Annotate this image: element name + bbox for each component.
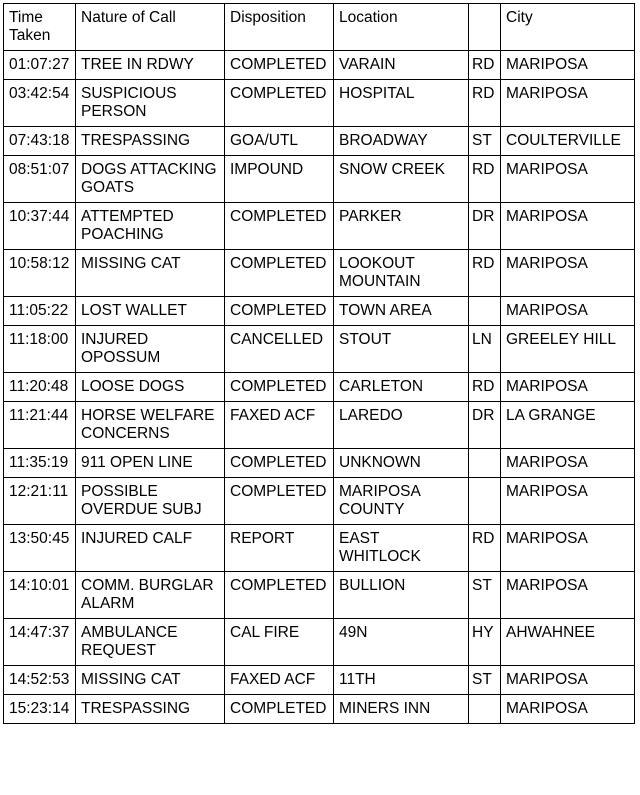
cell-disposition: FAXED ACF bbox=[225, 402, 334, 449]
cell-suffix: DR bbox=[469, 203, 501, 250]
cell-nature: LOOSE DOGS bbox=[76, 373, 225, 402]
cell-suffix bbox=[469, 478, 501, 525]
cell-disposition: COMPLETED bbox=[225, 449, 334, 478]
cell-city: MARIPOSA bbox=[501, 203, 635, 250]
cell-location: MARIPOSA COUNTY bbox=[334, 478, 469, 525]
cell-suffix: RD bbox=[469, 156, 501, 203]
cell-disposition: COMPLETED bbox=[225, 572, 334, 619]
cell-disposition: COMPLETED bbox=[225, 250, 334, 297]
cell-time: 14:47:37 bbox=[4, 619, 76, 666]
cell-time: 10:37:44 bbox=[4, 203, 76, 250]
header-suffix bbox=[469, 4, 501, 51]
cell-disposition: COMPLETED bbox=[225, 373, 334, 402]
cell-disposition: COMPLETED bbox=[225, 478, 334, 525]
cell-suffix: LN bbox=[469, 326, 501, 373]
cell-disposition: CANCELLED bbox=[225, 326, 334, 373]
cell-time: 11:35:19 bbox=[4, 449, 76, 478]
cell-city: MARIPOSA bbox=[501, 572, 635, 619]
table-row bbox=[4, 297, 635, 326]
cell-city: MARIPOSA bbox=[501, 373, 635, 402]
table-row bbox=[4, 51, 635, 80]
cell-disposition: COMPLETED bbox=[225, 51, 334, 80]
cell-nature: TRESPASSING bbox=[76, 695, 225, 724]
table-row bbox=[4, 80, 635, 127]
cell-suffix: ST bbox=[469, 572, 501, 619]
cell-nature: AMBULANCE REQUEST bbox=[76, 619, 225, 666]
cell-suffix bbox=[469, 449, 501, 478]
cell-disposition: CAL FIRE bbox=[225, 619, 334, 666]
cell-location: LAREDO bbox=[334, 402, 469, 449]
cell-city: MARIPOSA bbox=[501, 478, 635, 525]
cell-time: 08:51:07 bbox=[4, 156, 76, 203]
cell-time: 11:05:22 bbox=[4, 297, 76, 326]
cell-disposition: IMPOUND bbox=[225, 156, 334, 203]
cell-time: 11:18:00 bbox=[4, 326, 76, 373]
cell-city: COULTERVILLE bbox=[501, 127, 635, 156]
cell-city: MARIPOSA bbox=[501, 80, 635, 127]
cell-location: UNKNOWN bbox=[334, 449, 469, 478]
cell-time: 14:10:01 bbox=[4, 572, 76, 619]
cell-nature: LOST WALLET bbox=[76, 297, 225, 326]
header-city: City bbox=[501, 4, 635, 51]
cell-location: 11TH bbox=[334, 666, 469, 695]
cell-time: 11:21:44 bbox=[4, 402, 76, 449]
table-row bbox=[4, 695, 635, 724]
cell-city: LA GRANGE bbox=[501, 402, 635, 449]
cell-suffix: RD bbox=[469, 80, 501, 127]
cell-nature: TREE IN RDWY bbox=[76, 51, 225, 80]
cell-suffix: ST bbox=[469, 666, 501, 695]
cell-nature: INJURED CALF bbox=[76, 525, 225, 572]
cell-nature: 911 OPEN LINE bbox=[76, 449, 225, 478]
cell-suffix bbox=[469, 695, 501, 724]
cell-suffix: HY bbox=[469, 619, 501, 666]
cell-suffix: RD bbox=[469, 373, 501, 402]
cell-time: 10:58:12 bbox=[4, 250, 76, 297]
cell-location: EAST WHITLOCK bbox=[334, 525, 469, 572]
cell-location: 49N bbox=[334, 619, 469, 666]
cell-time: 07:43:18 bbox=[4, 127, 76, 156]
cell-location: BROADWAY bbox=[334, 127, 469, 156]
cell-disposition: GOA/UTL bbox=[225, 127, 334, 156]
cell-location: SNOW CREEK bbox=[334, 156, 469, 203]
table-row bbox=[4, 449, 635, 478]
cell-nature: ATTEMPTED POACHING bbox=[76, 203, 225, 250]
cell-city: MARIPOSA bbox=[501, 449, 635, 478]
cell-location: MINERS INN bbox=[334, 695, 469, 724]
cell-city: MARIPOSA bbox=[501, 525, 635, 572]
table-row bbox=[4, 572, 635, 619]
cell-location: HOSPITAL bbox=[334, 80, 469, 127]
header-time: Time Taken bbox=[4, 4, 76, 51]
cell-time: 12:21:11 bbox=[4, 478, 76, 525]
cell-disposition: COMPLETED bbox=[225, 203, 334, 250]
header-row bbox=[4, 4, 635, 51]
cell-suffix: RD bbox=[469, 525, 501, 572]
cell-time: 01:07:27 bbox=[4, 51, 76, 80]
cell-nature: HORSE WELFARE CONCERNS bbox=[76, 402, 225, 449]
cell-time: 11:20:48 bbox=[4, 373, 76, 402]
table-row bbox=[4, 156, 635, 203]
cell-location: CARLETON bbox=[334, 373, 469, 402]
cell-nature: DOGS ATTACKING GOATS bbox=[76, 156, 225, 203]
cell-nature: COMM. BURGLAR ALARM bbox=[76, 572, 225, 619]
cell-disposition: COMPLETED bbox=[225, 80, 334, 127]
cell-suffix: RD bbox=[469, 51, 501, 80]
table-row bbox=[4, 203, 635, 250]
cell-location: TOWN AREA bbox=[334, 297, 469, 326]
table-row bbox=[4, 326, 635, 373]
cell-city: GREELEY HILL bbox=[501, 326, 635, 373]
cell-time: 03:42:54 bbox=[4, 80, 76, 127]
cell-nature: INJURED OPOSSUM bbox=[76, 326, 225, 373]
cell-location: VARAIN bbox=[334, 51, 469, 80]
cell-location: LOOKOUT MOUNTAIN bbox=[334, 250, 469, 297]
cell-city: AHWAHNEE bbox=[501, 619, 635, 666]
cell-city: MARIPOSA bbox=[501, 297, 635, 326]
cell-location: PARKER bbox=[334, 203, 469, 250]
cell-disposition: REPORT bbox=[225, 525, 334, 572]
cell-suffix: DR bbox=[469, 402, 501, 449]
cell-disposition: COMPLETED bbox=[225, 695, 334, 724]
header-nature: Nature of Call bbox=[76, 4, 225, 51]
cell-suffix bbox=[469, 297, 501, 326]
cell-time: 13:50:45 bbox=[4, 525, 76, 572]
header-disposition: Disposition bbox=[225, 4, 334, 51]
cell-time: 15:23:14 bbox=[4, 695, 76, 724]
call-log-table bbox=[3, 3, 635, 724]
cell-nature: MISSING CAT bbox=[76, 250, 225, 297]
table-row bbox=[4, 619, 635, 666]
cell-nature: MISSING CAT bbox=[76, 666, 225, 695]
table-row bbox=[4, 250, 635, 297]
cell-city: MARIPOSA bbox=[501, 695, 635, 724]
cell-city: MARIPOSA bbox=[501, 51, 635, 80]
cell-time: 14:52:53 bbox=[4, 666, 76, 695]
table-row bbox=[4, 373, 635, 402]
cell-nature: SUSPICIOUS PERSON bbox=[76, 80, 225, 127]
cell-location: BULLION bbox=[334, 572, 469, 619]
cell-suffix: RD bbox=[469, 250, 501, 297]
table-row bbox=[4, 478, 635, 525]
cell-city: MARIPOSA bbox=[501, 156, 635, 203]
cell-disposition: COMPLETED bbox=[225, 297, 334, 326]
cell-location: STOUT bbox=[334, 326, 469, 373]
cell-suffix: ST bbox=[469, 127, 501, 156]
table-row bbox=[4, 525, 635, 572]
cell-city: MARIPOSA bbox=[501, 666, 635, 695]
cell-nature: TRESPASSING bbox=[76, 127, 225, 156]
table-row bbox=[4, 402, 635, 449]
header-location: Location bbox=[334, 4, 469, 51]
cell-disposition: FAXED ACF bbox=[225, 666, 334, 695]
table-row bbox=[4, 127, 635, 156]
cell-nature: POSSIBLE OVERDUE SUBJ bbox=[76, 478, 225, 525]
table-row bbox=[4, 666, 635, 695]
cell-city: MARIPOSA bbox=[501, 250, 635, 297]
